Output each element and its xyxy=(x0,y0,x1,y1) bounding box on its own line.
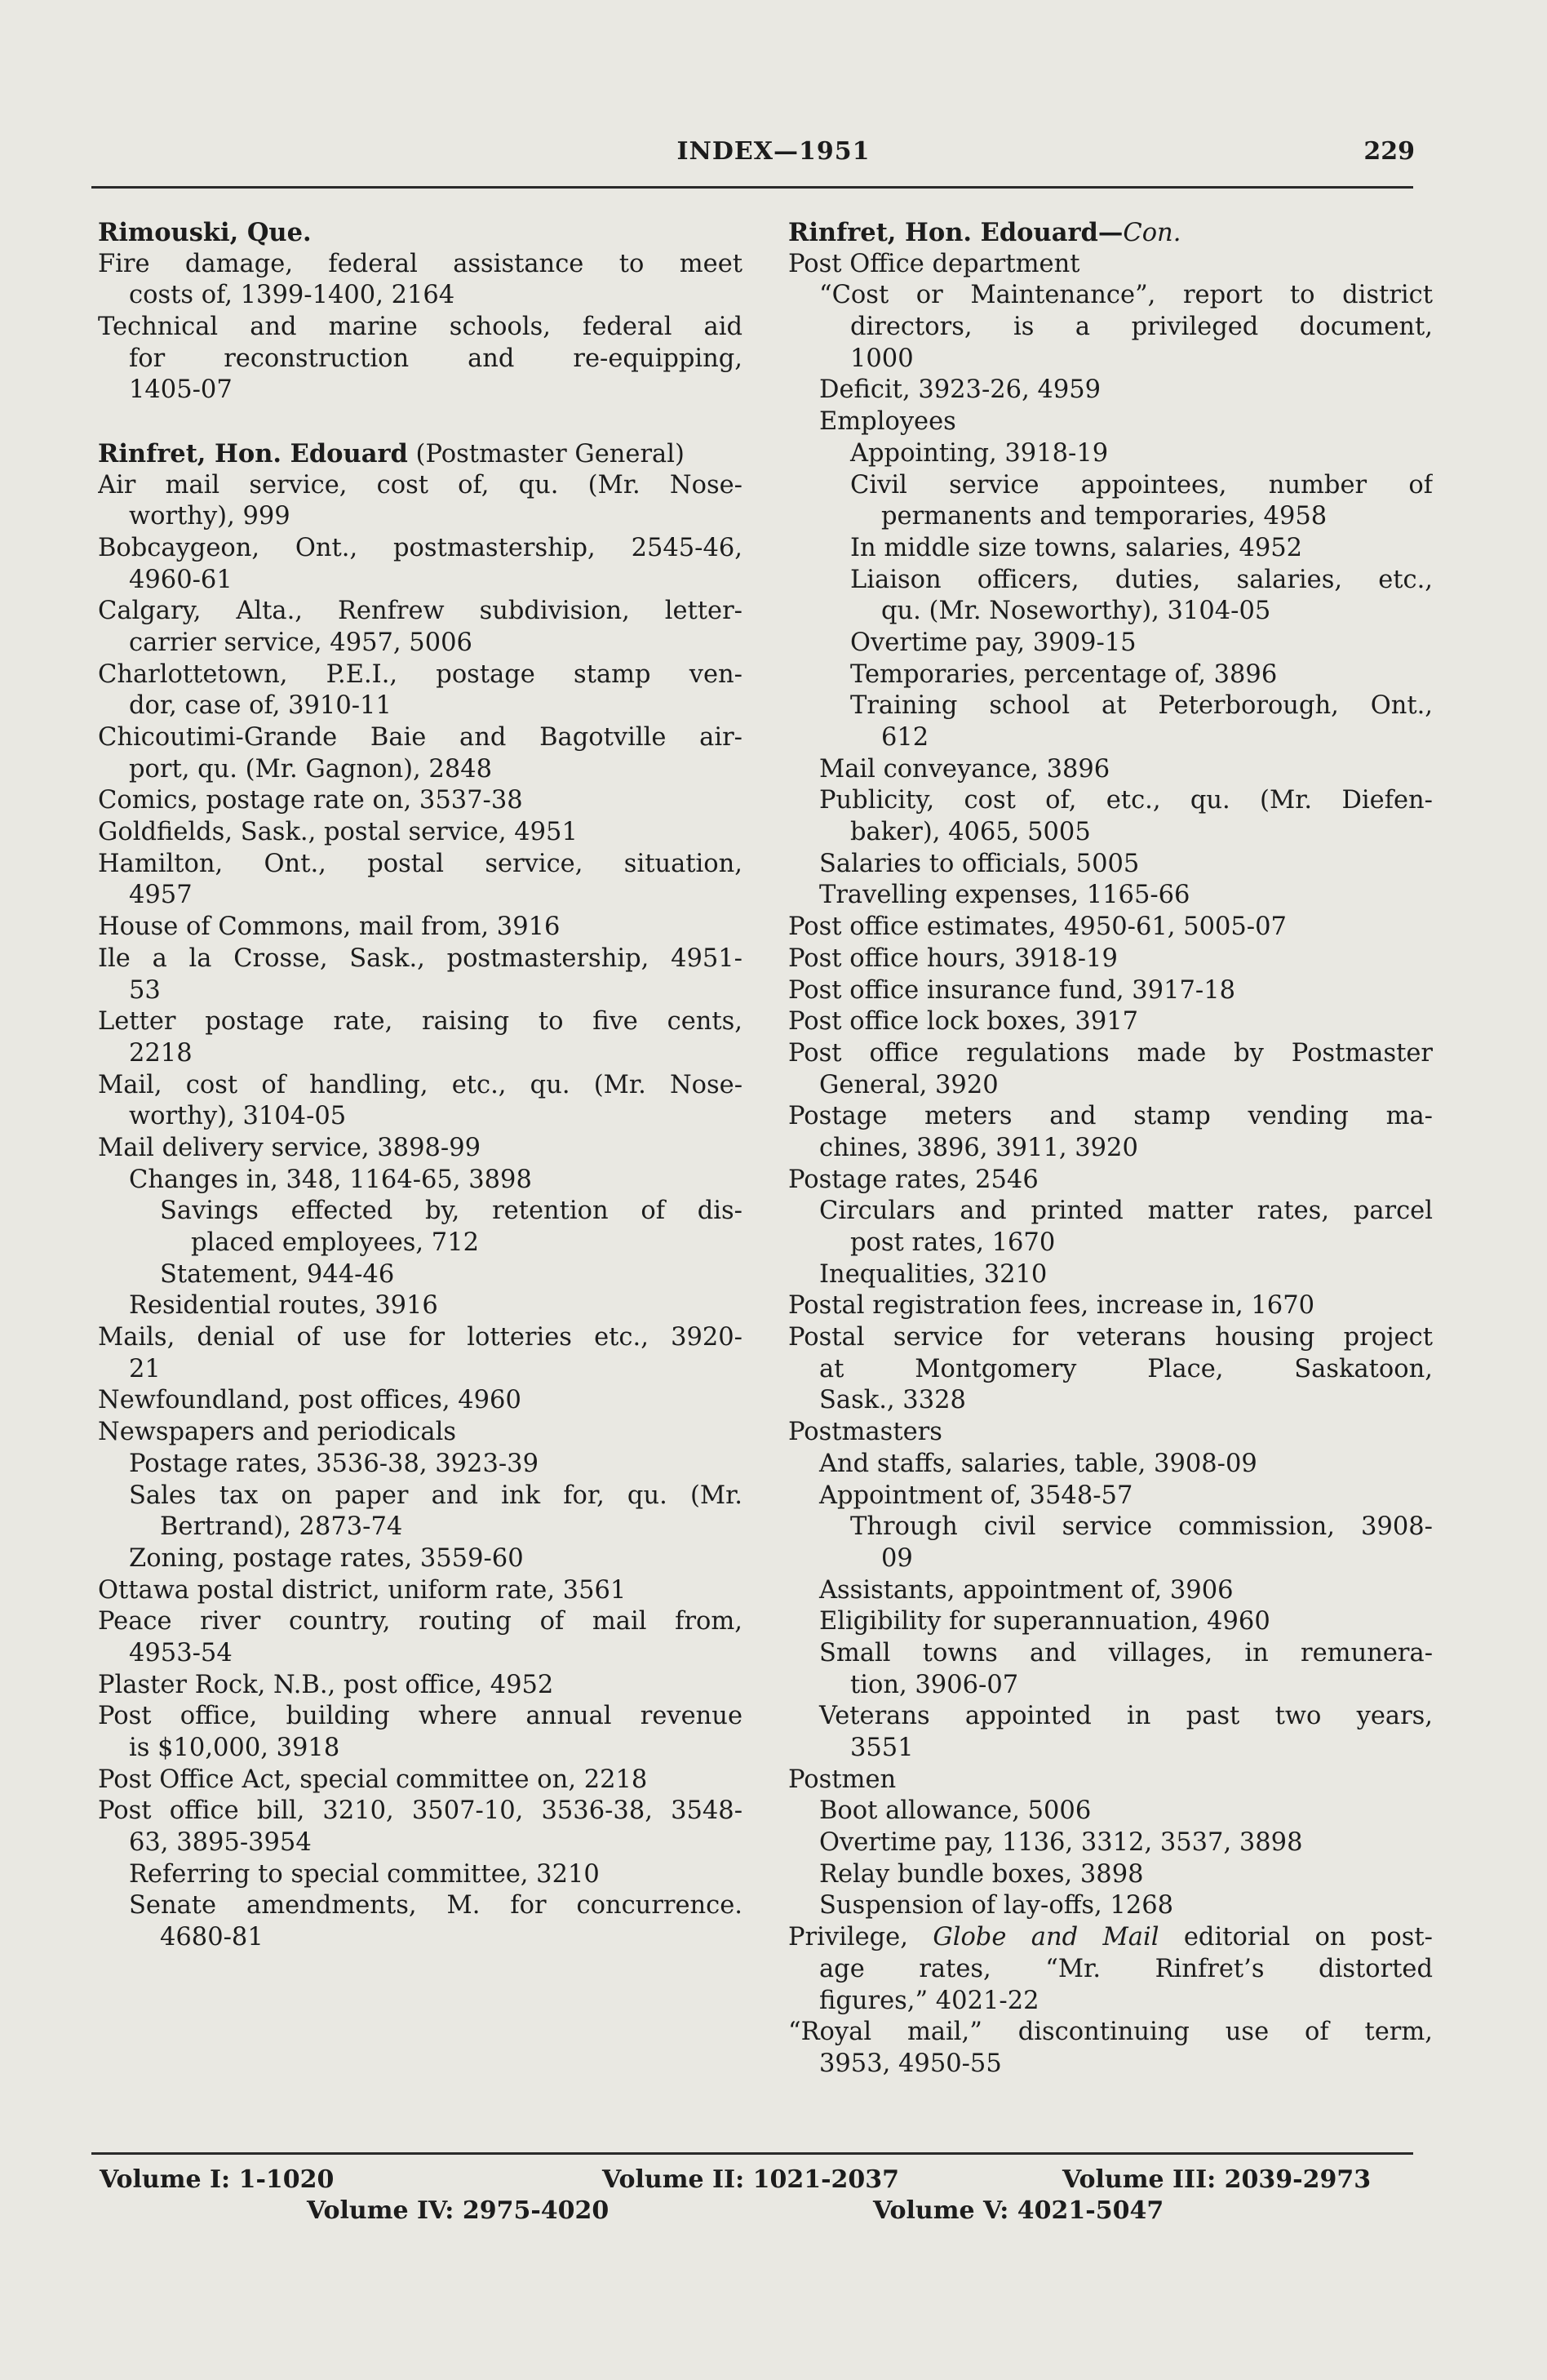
index-entry: Calgary, Alta., Renfrew subdivision, letter- xyxy=(98,597,742,626)
index-entry: Privilege, Globe and Mail editorial on post- xyxy=(788,1923,1433,1952)
bottom-rule xyxy=(91,2152,1413,2155)
index-entry: Postmasters xyxy=(788,1418,942,1447)
index-entry-continuation: 3953, 4950-55 xyxy=(819,2049,1002,2078)
left-column xyxy=(98,217,742,1954)
heading-text: Rimouski, Que. xyxy=(98,218,312,247)
blank-line xyxy=(98,406,742,438)
index-entry: Publicity, cost of, etc., qu. (Mr. Diefen- xyxy=(819,786,1433,815)
index-entry-continuation: Sask., 3328 xyxy=(819,1386,966,1415)
index-entry-continuation: General, 3920 xyxy=(819,1070,999,1099)
index-entry: Postage rates, 2546 xyxy=(788,1165,1039,1194)
index-entry-continuation: at Montgomery Place, Saskatoon, xyxy=(819,1354,1433,1383)
top-rule xyxy=(91,186,1413,189)
index-entry: Mail delivery service, 3898-99 xyxy=(98,1133,481,1162)
index-entry: In middle size towns, salaries, 4952 xyxy=(850,533,1303,562)
index-entry: Overtime pay, 1136, 3312, 3537, 3898 xyxy=(819,1828,1303,1858)
index-entry: Inequalities, 3210 xyxy=(819,1259,1048,1289)
index-entry: Newfoundland, post offices, 4960 xyxy=(98,1386,521,1415)
index-entry: Technical and marine schools, federal aid xyxy=(98,313,742,342)
index-entry-continuation: 1000 xyxy=(850,344,914,373)
index-entry-continuation: costs of, 1399-1400, 2164 xyxy=(129,281,455,310)
index-entry-continuation: permanents and temporaries, 4958 xyxy=(881,502,1328,531)
footer-volume-1: Volume I: 1-1020 xyxy=(100,2165,335,2194)
index-entry: Eligibility for superannuation, 4960 xyxy=(819,1607,1270,1636)
index-entry-continuation: placed employees, 712 xyxy=(191,1228,480,1257)
index-entry-continuation: 21 xyxy=(129,1354,161,1383)
index-entry-continuation: 63, 3895-3954 xyxy=(129,1828,312,1858)
index-heading xyxy=(98,217,742,249)
index-entry: Ottawa postal district, uniform rate, 3561 xyxy=(98,1575,627,1605)
index-entry: “Cost or Maintenance”, report to district xyxy=(819,281,1433,310)
index-entry-continuation: baker), 4065, 5005 xyxy=(850,818,1091,847)
index-entry: Post office hours, 3918-19 xyxy=(788,944,1118,973)
index-heading xyxy=(788,217,1433,249)
index-entry: Post office regulations made by Postmaster xyxy=(788,1038,1433,1068)
index-entry: Post office insurance fund, 3917-18 xyxy=(788,975,1236,1005)
index-entry: Post Office Act, special committee on, 2218 xyxy=(98,1765,648,1794)
index-entry: Savings effected by, retention of dis- xyxy=(160,1197,742,1226)
index-entry: Assistants, appointment of, 3906 xyxy=(819,1575,1234,1605)
index-entry: Training school at Peterborough, Ont., xyxy=(850,691,1433,721)
index-entry-continuation: post rates, 1670 xyxy=(850,1228,1056,1257)
footer-volume-4: Volume IV: 2975-4020 xyxy=(307,2196,609,2225)
index-entry-continuation: 612 xyxy=(881,723,929,752)
index-entry: Veterans appointed in past two years, xyxy=(819,1702,1433,1731)
heading-continued: Con. xyxy=(1123,219,1181,247)
index-entry-continuation: 2218 xyxy=(129,1038,193,1068)
index-entry: Postage meters and stamp vending ma- xyxy=(788,1102,1433,1131)
index-entry: Changes in, 348, 1164-65, 3898 xyxy=(129,1165,532,1194)
index-entry: Post office, building where annual revenue xyxy=(98,1702,742,1731)
index-entry: Fire damage, federal assistance to meet xyxy=(98,249,742,278)
index-entry: Zoning, postage rates, 3559-60 xyxy=(129,1543,524,1573)
index-entry: Employees xyxy=(819,407,956,437)
index-entry: Air mail service, cost of, qu. (Mr. Nose- xyxy=(98,470,742,500)
index-entry: “Royal mail,” discontinuing use of term, xyxy=(788,2018,1433,2047)
index-entry: Civil service appointees, number of xyxy=(850,470,1433,500)
index-entry: Salaries to officials, 5005 xyxy=(819,849,1140,878)
index-entry: Postal registration fees, increase in, 1670 xyxy=(788,1291,1315,1321)
index-entry-continuation: 53 xyxy=(129,975,161,1005)
index-entry: Post office estimates, 4950-61, 5005-07 xyxy=(788,912,1287,942)
index-entry: Letter postage rate, raising to five cents, xyxy=(98,1007,742,1037)
index-entry: House of Commons, mail from, 3916 xyxy=(98,912,561,942)
index-entry: Post office bill, 3210, 3507-10, 3536-38, 3548- xyxy=(98,1796,742,1826)
index-entry: Travelling expenses, 1165-66 xyxy=(819,881,1190,910)
index-entry: Plaster Rock, N.B., post office, 4952 xyxy=(98,1670,554,1699)
index-entry: Statement, 944-46 xyxy=(160,1259,395,1289)
index-entry-continuation: 09 xyxy=(881,1543,913,1573)
index-entry: Post Office department xyxy=(788,249,1080,278)
index-entry-continuation: 3551 xyxy=(850,1734,914,1762)
index-entry: Overtime pay, 3909-15 xyxy=(850,628,1137,657)
index-entry-continuation: 1405-07 xyxy=(129,375,233,405)
index-entry-continuation: carrier service, 4957, 5006 xyxy=(129,628,472,657)
index-entry-continuation: port, qu. (Mr. Gagnon), 2848 xyxy=(129,754,493,784)
index-entry: Mails, denial of use for lotteries etc., 3920- xyxy=(98,1323,742,1352)
footer-volume-5: Volume V: 4021-5047 xyxy=(873,2196,1164,2225)
page-title: INDEX—1951 xyxy=(676,137,871,166)
heading-note: (Postmaster General) xyxy=(407,439,685,468)
index-entry-continuation: 4960-61 xyxy=(129,565,233,594)
index-entry: Mail conveyance, 3896 xyxy=(819,754,1110,784)
right-column xyxy=(788,217,1433,2080)
index-entry: Suspension of lay-offs, 1268 xyxy=(819,1891,1174,1920)
index-entry: Circulars and printed matter rates, parcel xyxy=(819,1197,1433,1226)
index-entry-continuation: 4957 xyxy=(129,881,193,910)
index-entry-continuation: 4680-81 xyxy=(160,1923,264,1952)
index-entry-continuation: figures,” 4021-22 xyxy=(819,1986,1039,2015)
index-entry: Newspapers and periodicals xyxy=(98,1418,456,1447)
index-entry-continuation: worthy), 3104-05 xyxy=(129,1102,347,1131)
index-entry-continuation: is $10,000, 3918 xyxy=(129,1734,340,1762)
index-entry: Temporaries, percentage of, 3896 xyxy=(850,659,1278,689)
index-entry: Post office lock boxes, 3917 xyxy=(788,1007,1139,1037)
footer-volume-3: Volume III: 2039-2973 xyxy=(1062,2165,1372,2194)
page-number: 229 xyxy=(1363,137,1415,166)
index-entry: Boot allowance, 5006 xyxy=(819,1796,1092,1826)
heading-text: Rinfret, Hon. Edouard xyxy=(98,438,408,468)
index-entry-continuation: age rates, “Mr. Rinfret’s distorted xyxy=(819,1954,1433,1983)
index-entry: Comics, postage rate on, 3537-38 xyxy=(98,786,523,815)
index-entry: Postal service for veterans housing project xyxy=(788,1323,1433,1352)
index-entry: Small towns and villages, in remunera- xyxy=(819,1638,1433,1667)
index-entry-continuation: tion, 3906-07 xyxy=(850,1670,1019,1699)
index-entry: Residential routes, 3916 xyxy=(129,1291,438,1321)
index-entry: Sales tax on paper and ink for, qu. (Mr. xyxy=(129,1481,742,1510)
index-entry-continuation: qu. (Mr. Noseworthy), 3104-05 xyxy=(881,597,1271,626)
index-entry: Chicoutimi-Grande Baie and Bagotville air- xyxy=(98,723,742,752)
index-entry: Bobcaygeon, Ont., postmastership, 2545-46, xyxy=(98,533,742,562)
heading-text: Rinfret, Hon. Edouard— xyxy=(788,218,1124,247)
index-entry: Charlottetown, P.E.I., postage stamp ven- xyxy=(98,659,742,689)
index-entry-continuation: worthy), 999 xyxy=(129,502,290,531)
publication-title: Globe and Mail xyxy=(933,1923,1159,1952)
index-entry-continuation: directors, is a privileged document, xyxy=(850,313,1433,342)
index-entry-continuation: for reconstruction and re-equipping, xyxy=(129,344,742,373)
index-entry: Deficit, 3923-26, 4959 xyxy=(819,375,1102,405)
index-entry: Senate amendments, M. for concurrence. xyxy=(129,1891,742,1920)
index-entry: Appointing, 3918-19 xyxy=(850,438,1109,468)
index-entry: Postage rates, 3536-38, 3923-39 xyxy=(129,1449,539,1478)
index-entry-continuation: Bertrand), 2873-74 xyxy=(160,1512,403,1542)
index-entry-continuation: chines, 3896, 3911, 3920 xyxy=(819,1133,1138,1162)
index-entry-continuation: 4953-54 xyxy=(129,1638,233,1667)
running-head xyxy=(0,137,1547,170)
index-entry: Relay bundle boxes, 3898 xyxy=(819,1859,1144,1889)
footer-volume-2: Volume II: 1021-2037 xyxy=(602,2165,900,2194)
index-entry-continuation: dor, case of, 3910-11 xyxy=(129,691,392,721)
index-entry: Ile a la Crosse, Sask., postmastership, 4951- xyxy=(98,944,742,973)
index-heading xyxy=(98,438,742,470)
index-entry: And staffs, salaries, table, 3908-09 xyxy=(819,1449,1257,1478)
index-entry: Mail, cost of handling, etc., qu. (Mr. Nose- xyxy=(98,1070,742,1099)
index-entry: Peace river country, routing of mail from, xyxy=(98,1607,742,1636)
index-entry: Liaison officers, duties, salaries, etc., xyxy=(850,565,1433,594)
index-entry: Through civil service commission, 3908- xyxy=(850,1512,1433,1542)
index-entry: Hamilton, Ont., postal service, situation, xyxy=(98,849,742,878)
index-entry: Appointment of, 3548-57 xyxy=(819,1481,1133,1510)
index-entry: Goldfields, Sask., postal service, 4951 xyxy=(98,818,578,847)
index-entry: Postmen xyxy=(788,1765,897,1794)
index-entry: Referring to special committee, 3210 xyxy=(129,1859,600,1889)
